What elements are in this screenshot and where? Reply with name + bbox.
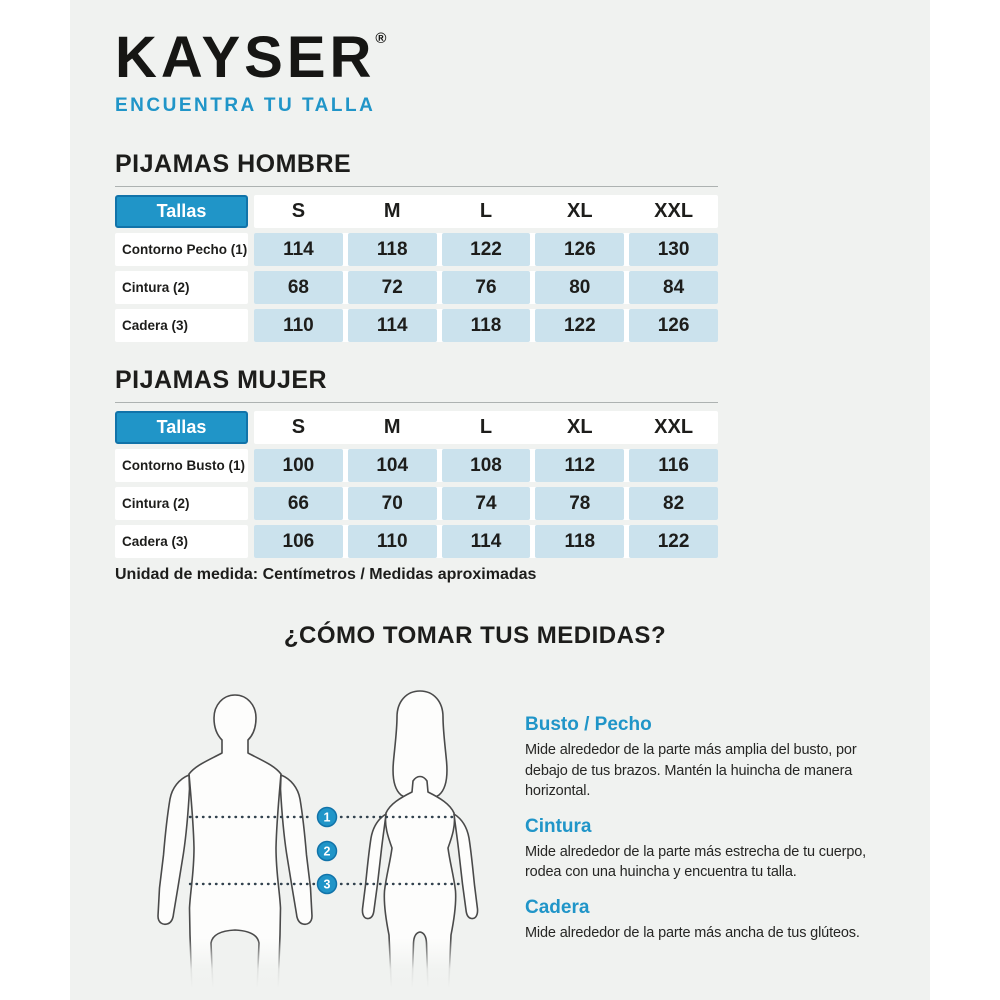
- hip-guide: [525, 897, 875, 944]
- value-cell: 66: [254, 487, 343, 520]
- measure-guides: [525, 714, 875, 957]
- value-cell: 108: [442, 449, 531, 482]
- waist-guide-title: Cintura: [525, 815, 592, 837]
- units-note: Unidad de medida: Centímetros / Medidas aproximadas: [115, 566, 537, 583]
- female-right-arm: [454, 814, 478, 919]
- table-row: [115, 487, 718, 520]
- value-cell: 72: [348, 271, 437, 304]
- hip-guide-text: Mide alrededor de la parte más ancha de tus glúteos.: [525, 924, 860, 941]
- women-section-title: PIJAMAS MUJER: [115, 366, 328, 394]
- row-label: Cadera (3): [115, 309, 248, 342]
- women-tallas-header-cell: Tallas: [115, 411, 248, 444]
- value-cell: 70: [348, 487, 437, 520]
- men-section-title: PIJAMAS HOMBRE: [115, 150, 352, 178]
- value-cell: 114: [348, 309, 437, 342]
- row-label: Cadera (3): [115, 525, 248, 558]
- registered-trademark-icon: ®: [375, 30, 387, 47]
- size-guide-canvas: [70, 0, 930, 1000]
- row-values-strip: [254, 525, 718, 558]
- table-row: [115, 309, 718, 342]
- value-cell: 84: [629, 271, 718, 304]
- bust-guide-title: Busto / Pecho: [525, 714, 652, 735]
- table-row: [115, 449, 718, 482]
- value-cell: 118: [348, 233, 437, 266]
- row-values-strip: [254, 309, 718, 342]
- row-values-strip: [254, 449, 718, 482]
- row-values-strip: [254, 233, 718, 266]
- value-cell: 130: [629, 233, 718, 266]
- row-label: Contorno Pecho (1): [115, 233, 248, 266]
- measure-markers: [318, 808, 337, 894]
- bust-guide: [525, 714, 875, 802]
- value-cell: 126: [535, 233, 624, 266]
- brand-name: KAYSER: [115, 25, 376, 90]
- value-cell: 116: [629, 449, 718, 482]
- table-row: [115, 271, 718, 304]
- women-title-underline: [115, 402, 718, 403]
- men-size-header-strip: [254, 195, 718, 228]
- row-values-strip: [254, 487, 718, 520]
- brand-tagline: ENCUENTRA TU TALLA: [115, 94, 376, 116]
- figure-bottom-fade: [148, 938, 522, 1000]
- value-cell: 112: [535, 449, 624, 482]
- table-row: [115, 525, 718, 558]
- women-table-header-row: [115, 411, 718, 444]
- value-cell: 114: [254, 233, 343, 266]
- row-label: Cintura (2): [115, 487, 248, 520]
- men-title-underline: [115, 186, 718, 187]
- value-cell: 76: [442, 271, 531, 304]
- value-cell: 126: [629, 309, 718, 342]
- value-cell: 122: [442, 233, 531, 266]
- value-cell: 122: [629, 525, 718, 558]
- women-size-header-strip: [254, 411, 718, 444]
- value-cell: 74: [442, 487, 531, 520]
- marker-1-number: 1: [323, 810, 331, 825]
- size-header-cell: XL: [567, 416, 593, 438]
- value-cell: 110: [254, 309, 343, 342]
- size-header-cell: XXL: [654, 416, 694, 438]
- value-cell: 118: [442, 309, 531, 342]
- male-left-arm: [158, 775, 190, 924]
- size-header-cell: S: [291, 200, 306, 222]
- men-table-header-row: [115, 195, 718, 228]
- value-cell: 106: [254, 525, 343, 558]
- value-cell: 110: [348, 525, 437, 558]
- bust-guide-text: Mide alrededor de la parte más amplia del busto, por debajo de tus brazos. Mantén la huincha de manera horizontal.: [525, 742, 857, 799]
- size-header-cell: L: [479, 416, 493, 438]
- size-header-cell: L: [479, 200, 493, 222]
- measure-section-title: ¿CÓMO TOMAR TUS MEDIDAS?: [283, 622, 667, 649]
- value-cell: 104: [348, 449, 437, 482]
- value-cell: 122: [535, 309, 624, 342]
- value-cell: 114: [442, 525, 531, 558]
- women-size-table: [115, 411, 718, 558]
- row-values-strip: [254, 271, 718, 304]
- brand-block: [115, 25, 387, 117]
- marker-3-number: 3: [323, 877, 331, 892]
- women-size-table-section: [115, 366, 718, 563]
- size-header-cell: XXL: [654, 200, 694, 222]
- size-header-cell: XL: [567, 200, 593, 222]
- brand-logo: [115, 25, 387, 90]
- table-row: [115, 233, 718, 266]
- male-right-arm: [281, 775, 313, 924]
- value-cell: 118: [535, 525, 624, 558]
- size-header-cell: S: [291, 416, 306, 438]
- row-label: Cintura (2): [115, 271, 248, 304]
- size-header-cell: M: [383, 416, 401, 438]
- value-cell: 68: [254, 271, 343, 304]
- value-cell: 100: [254, 449, 343, 482]
- men-size-table-section: [115, 150, 718, 347]
- row-label: Contorno Busto (1): [115, 449, 248, 482]
- female-left-arm: [362, 814, 386, 919]
- value-cell: 80: [535, 271, 624, 304]
- waist-guide-text: Mide alrededor de la parte más estrecha de tu cuerpo, rodea con una huincha y encuentra tu talla.: [525, 843, 867, 880]
- waist-guide: [525, 816, 875, 883]
- men-size-table: [115, 195, 718, 342]
- men-tallas-header-cell: Tallas: [115, 195, 248, 228]
- value-cell: 82: [629, 487, 718, 520]
- size-header-cell: M: [383, 200, 401, 222]
- marker-2-number: 2: [323, 844, 331, 859]
- value-cell: 78: [535, 487, 624, 520]
- hip-guide-title: Cadera: [525, 896, 590, 918]
